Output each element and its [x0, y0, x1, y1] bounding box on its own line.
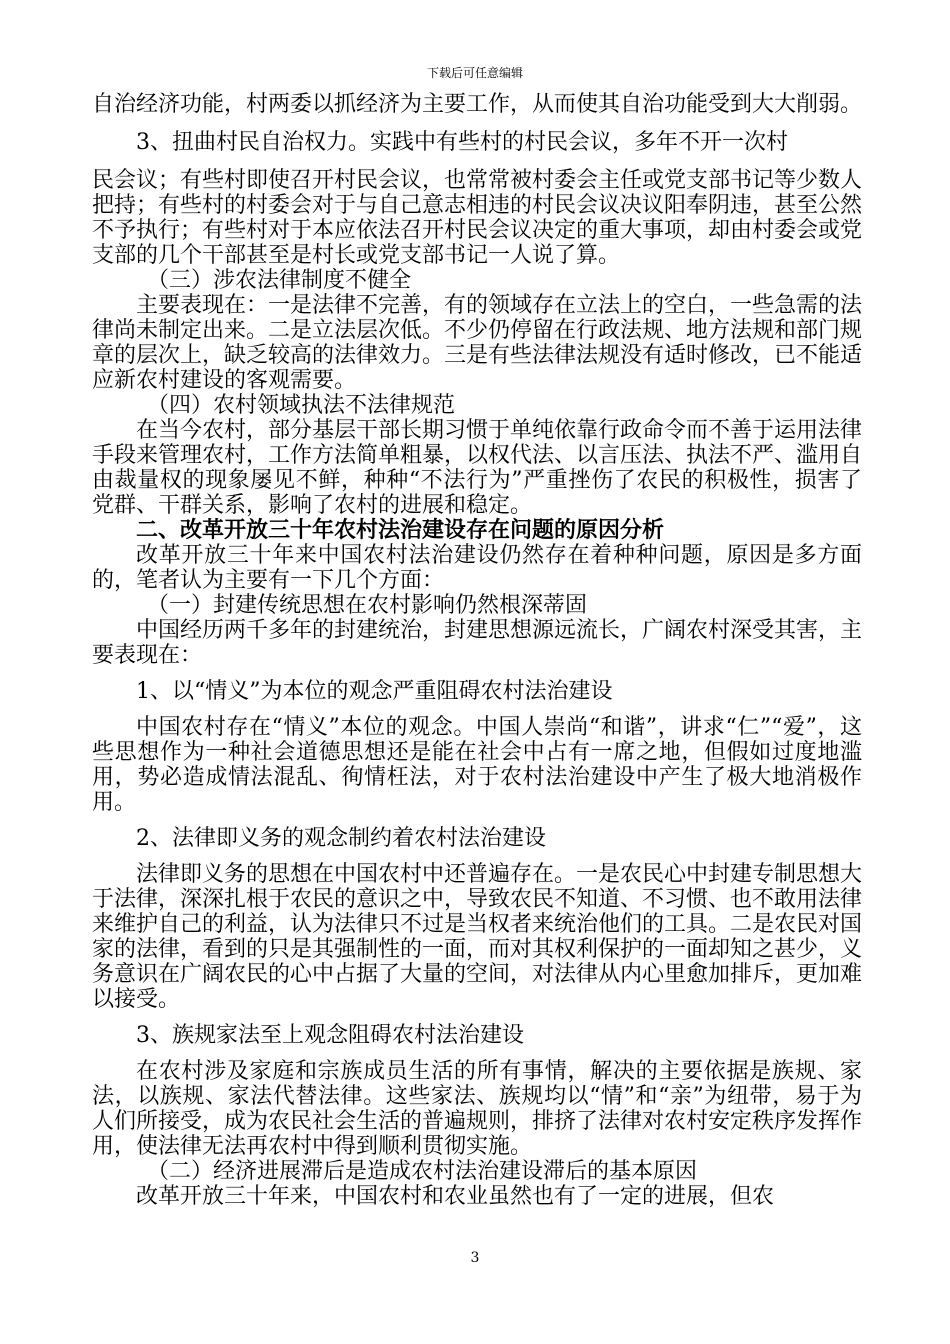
list-item-heading: 1、以“情义”为本位的观念严重阻碍农村法治建设: [136, 679, 613, 704]
page-number: 3: [470, 1250, 480, 1266]
paragraph: 中国经历两千多年的封建统治，封建思想源远流长，广阔农村深受其害，主要表现在：: [92, 618, 863, 668]
list-item-heading: 3、扭曲村民自治权力。实践中有些村的村民会议，多年不开一次村: [136, 130, 788, 155]
page-header: 下载后可任意编辑: [426, 66, 523, 80]
paragraph: 自治经济功能，村两委以抓经济为主要工作，从而使其自治功能受到大大削弱。: [92, 92, 863, 117]
paragraph: 改革开放三十年来，中国农村和农业虽然也有了一定的进展，但农: [136, 1184, 775, 1209]
paragraph: 法律即义务的思想在中国农村中还普遍存在。一是农民心中封建专制思想大于法律，深深扎根于农民的意识之中，导致农民不知道、不习惯、也不敢用法律来维护自己的利益，认为法律只不过是当权者来统治他们的工具。二是农民对国家的法律，看到的只是其强制性的一面，而对其权利保护的一面却知之甚少，义务意识在广阔农民的心中占据了大量的空间，对法律从内心里愈加排斥，更加难以接受。: [92, 862, 863, 1012]
paragraph: 民会议；有些村即使召开村民会议，也常常被村委会主任或党支部书记等少数人把持；有些村的村委会对于与自己意志相违的村民会议决议阳奉阴违，甚至公然不予执行；有些村对于本应依法召开村民会议决定的重大事项，却由村委会或党支部的几个干部甚至是村长或党支部书记一人说了算。: [92, 168, 863, 268]
paragraph: 中国农村存在“情义”本位的观念。中国人崇尚“和谐”，讲求“仁”“爱”，这些思想作为一种社会道德思想还是能在社会中占有一席之地，但假如过度地滥用，势必造成情法混乱、徇情枉法，对于农村法治建设中产生了极大地消极作用。: [92, 715, 862, 815]
list-item-heading: 2、法律即义务的观念制约着农村法治建设: [136, 826, 546, 851]
document-body: [92, 92, 862, 1209]
chapter-heading: 二、改革开放三十年农村法治建设存在问题的原因分析: [136, 517, 665, 543]
section-heading: （一）封建传统思想在农村影响仍然根深蒂固: [147, 593, 588, 618]
section-heading: （四）农村领域执法不法律规范: [147, 393, 456, 418]
paragraph: 主要表现在：一是法律不完善，有的领域存在立法上的空白，一些急需的法律尚未制定出来。二是立法层次低。不少仍停留在行政法规、地方法规和部门规章的层次上，缺乏较高的法律效力。三是有些法律法规没有适时修改，已不能适应新农村建设的客观需要。: [92, 293, 863, 393]
section-heading: （二）经济进展滞后是造成农村法治建设滞后的基本原因: [147, 1159, 698, 1184]
paragraph: 改革开放三十年来中国农村法治建设仍然存在着种种问题，原因是多方面的，笔者认为主要有一下几个方面：: [92, 543, 862, 593]
list-item-heading: 3、族规家法至上观念阻碍农村法治建设: [136, 1023, 524, 1048]
paragraph: 在农村涉及家庭和宗族成员生活的所有事情，解决的主要依据是族规、家法，以族规、家法代替法律。这些家法、族规均以“情”和“亲”为纽带，易于为人们所接受，成为农民社会生活的普遍规则，排挤了法律对农村安定秩序发挥作用，使法律无法再农村中得到顺利贯彻实施。: [92, 1059, 863, 1159]
section-heading: （三）涉农法律制度不健全: [147, 268, 412, 293]
paragraph: 在当今农村，部分基层干部长期习惯于单纯依靠行政命令而不善于运用法律手段来管理农村，工作方法简单粗暴，以权代法、以言压法、执法不严、滥用自由裁量权的现象屡见不鲜，种种“不法行为”严重挫伤了农民的积极性，损害了党群、干群关系，影响了农村的进展和稳定。: [92, 418, 863, 518]
